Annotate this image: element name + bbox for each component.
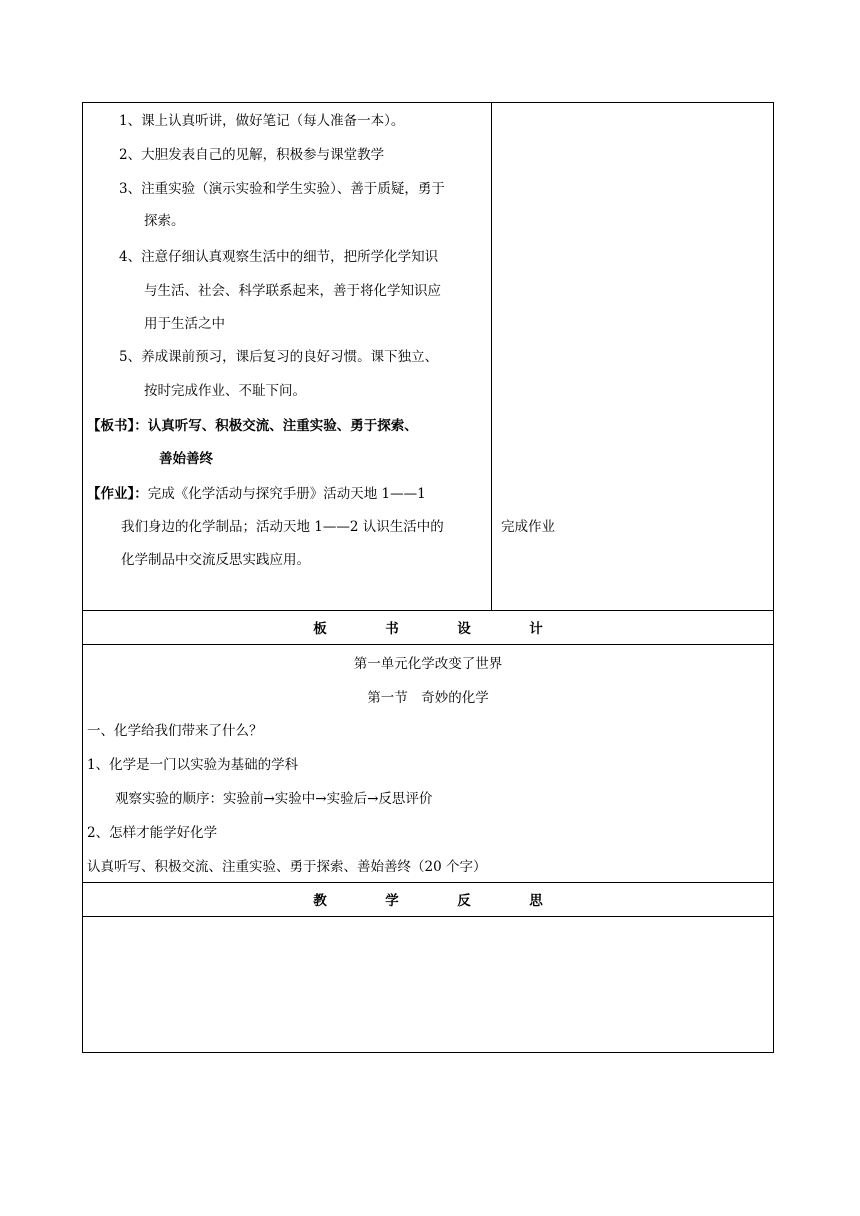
zuoye-continuation: 化学制品中交流反思实践应用。	[121, 552, 310, 568]
point-1: 1、化学是一门以实验为基础的学科	[87, 757, 299, 773]
board-design-header	[83, 619, 773, 639]
item-5-continuation: 按时完成作业、不耻下问。	[144, 383, 306, 399]
item-text: 课上认真听讲，做好笔记（每人准备一本）。	[141, 113, 405, 129]
zuoye-line	[87, 484, 426, 504]
item-1	[119, 111, 404, 131]
banshu-continuation: 善始善终	[159, 451, 213, 467]
header-char: 设	[457, 621, 471, 637]
item-text: 养成课前预习，课后复习的良好习惯。课下独立、	[141, 349, 439, 365]
question-1: 一、化学给我们带来了什么？	[87, 723, 263, 739]
item-number: 1、	[119, 113, 142, 129]
item-5	[119, 347, 438, 367]
item-3	[119, 179, 445, 199]
question-2: 2、怎样才能学好化学	[87, 825, 218, 841]
reflection-cell	[83, 917, 773, 1053]
item-number: 3、	[119, 181, 142, 197]
item-number: 4、	[119, 249, 142, 265]
zuoye-continuation: 我们身边的化学制品；活动天地 1——2 认识生活中的	[121, 519, 444, 535]
summary-line: 认真听写、积极交流、注重实验、勇于探索、善始善终（20 个字）	[87, 859, 487, 875]
row-divider	[83, 610, 773, 611]
point-1-detail: 观察实验的顺序：实验前→实验中→实验后→反思评价	[115, 791, 433, 807]
item-4	[119, 247, 438, 267]
item-text: 注意仔细认真观察生活中的细节，把所学化学知识	[141, 249, 439, 265]
header-char: 教	[313, 893, 327, 909]
column-divider	[491, 103, 492, 610]
item-number: 2、	[119, 147, 142, 163]
right-cell-text: 完成作业	[501, 519, 555, 535]
banshu-line	[87, 416, 418, 436]
row-divider	[83, 882, 773, 883]
banshu-text: 认真听写、积极交流、注重实验、勇于探索、	[147, 418, 418, 434]
item-3-continuation: 探索。	[144, 213, 185, 229]
header-char: 书	[385, 621, 399, 637]
header-char: 计	[529, 621, 543, 637]
header-char: 板	[313, 621, 327, 637]
item-text: 注重实验（演示实验和学生实验）、善于质疑，勇于	[141, 181, 445, 197]
item-text: 大胆发表自己的见解，积极参与课堂教学	[141, 147, 385, 163]
header-char: 学	[385, 893, 399, 909]
unit-title: 第一单元化学改变了世界	[353, 656, 503, 672]
header-char: 反	[457, 893, 471, 909]
header-char: 思	[529, 893, 543, 909]
item-number: 5、	[119, 349, 142, 365]
item-4-continuation: 与生活、社会、科学联系起来，善于将化学知识应	[144, 283, 441, 299]
lesson-plan-table	[82, 102, 774, 1053]
reflection-header	[83, 891, 773, 911]
item-2	[119, 145, 384, 165]
banshu-label: 【板书】：	[87, 418, 148, 434]
row-divider	[83, 644, 773, 645]
zuoye-label: 【作业】：	[87, 486, 148, 502]
item-4-continuation: 用于生活之中	[144, 316, 225, 332]
section-title: 第一节 奇妙的化学	[367, 690, 489, 706]
zuoye-text: 完成《化学活动与探究手册》活动天地 1——1	[147, 486, 426, 502]
